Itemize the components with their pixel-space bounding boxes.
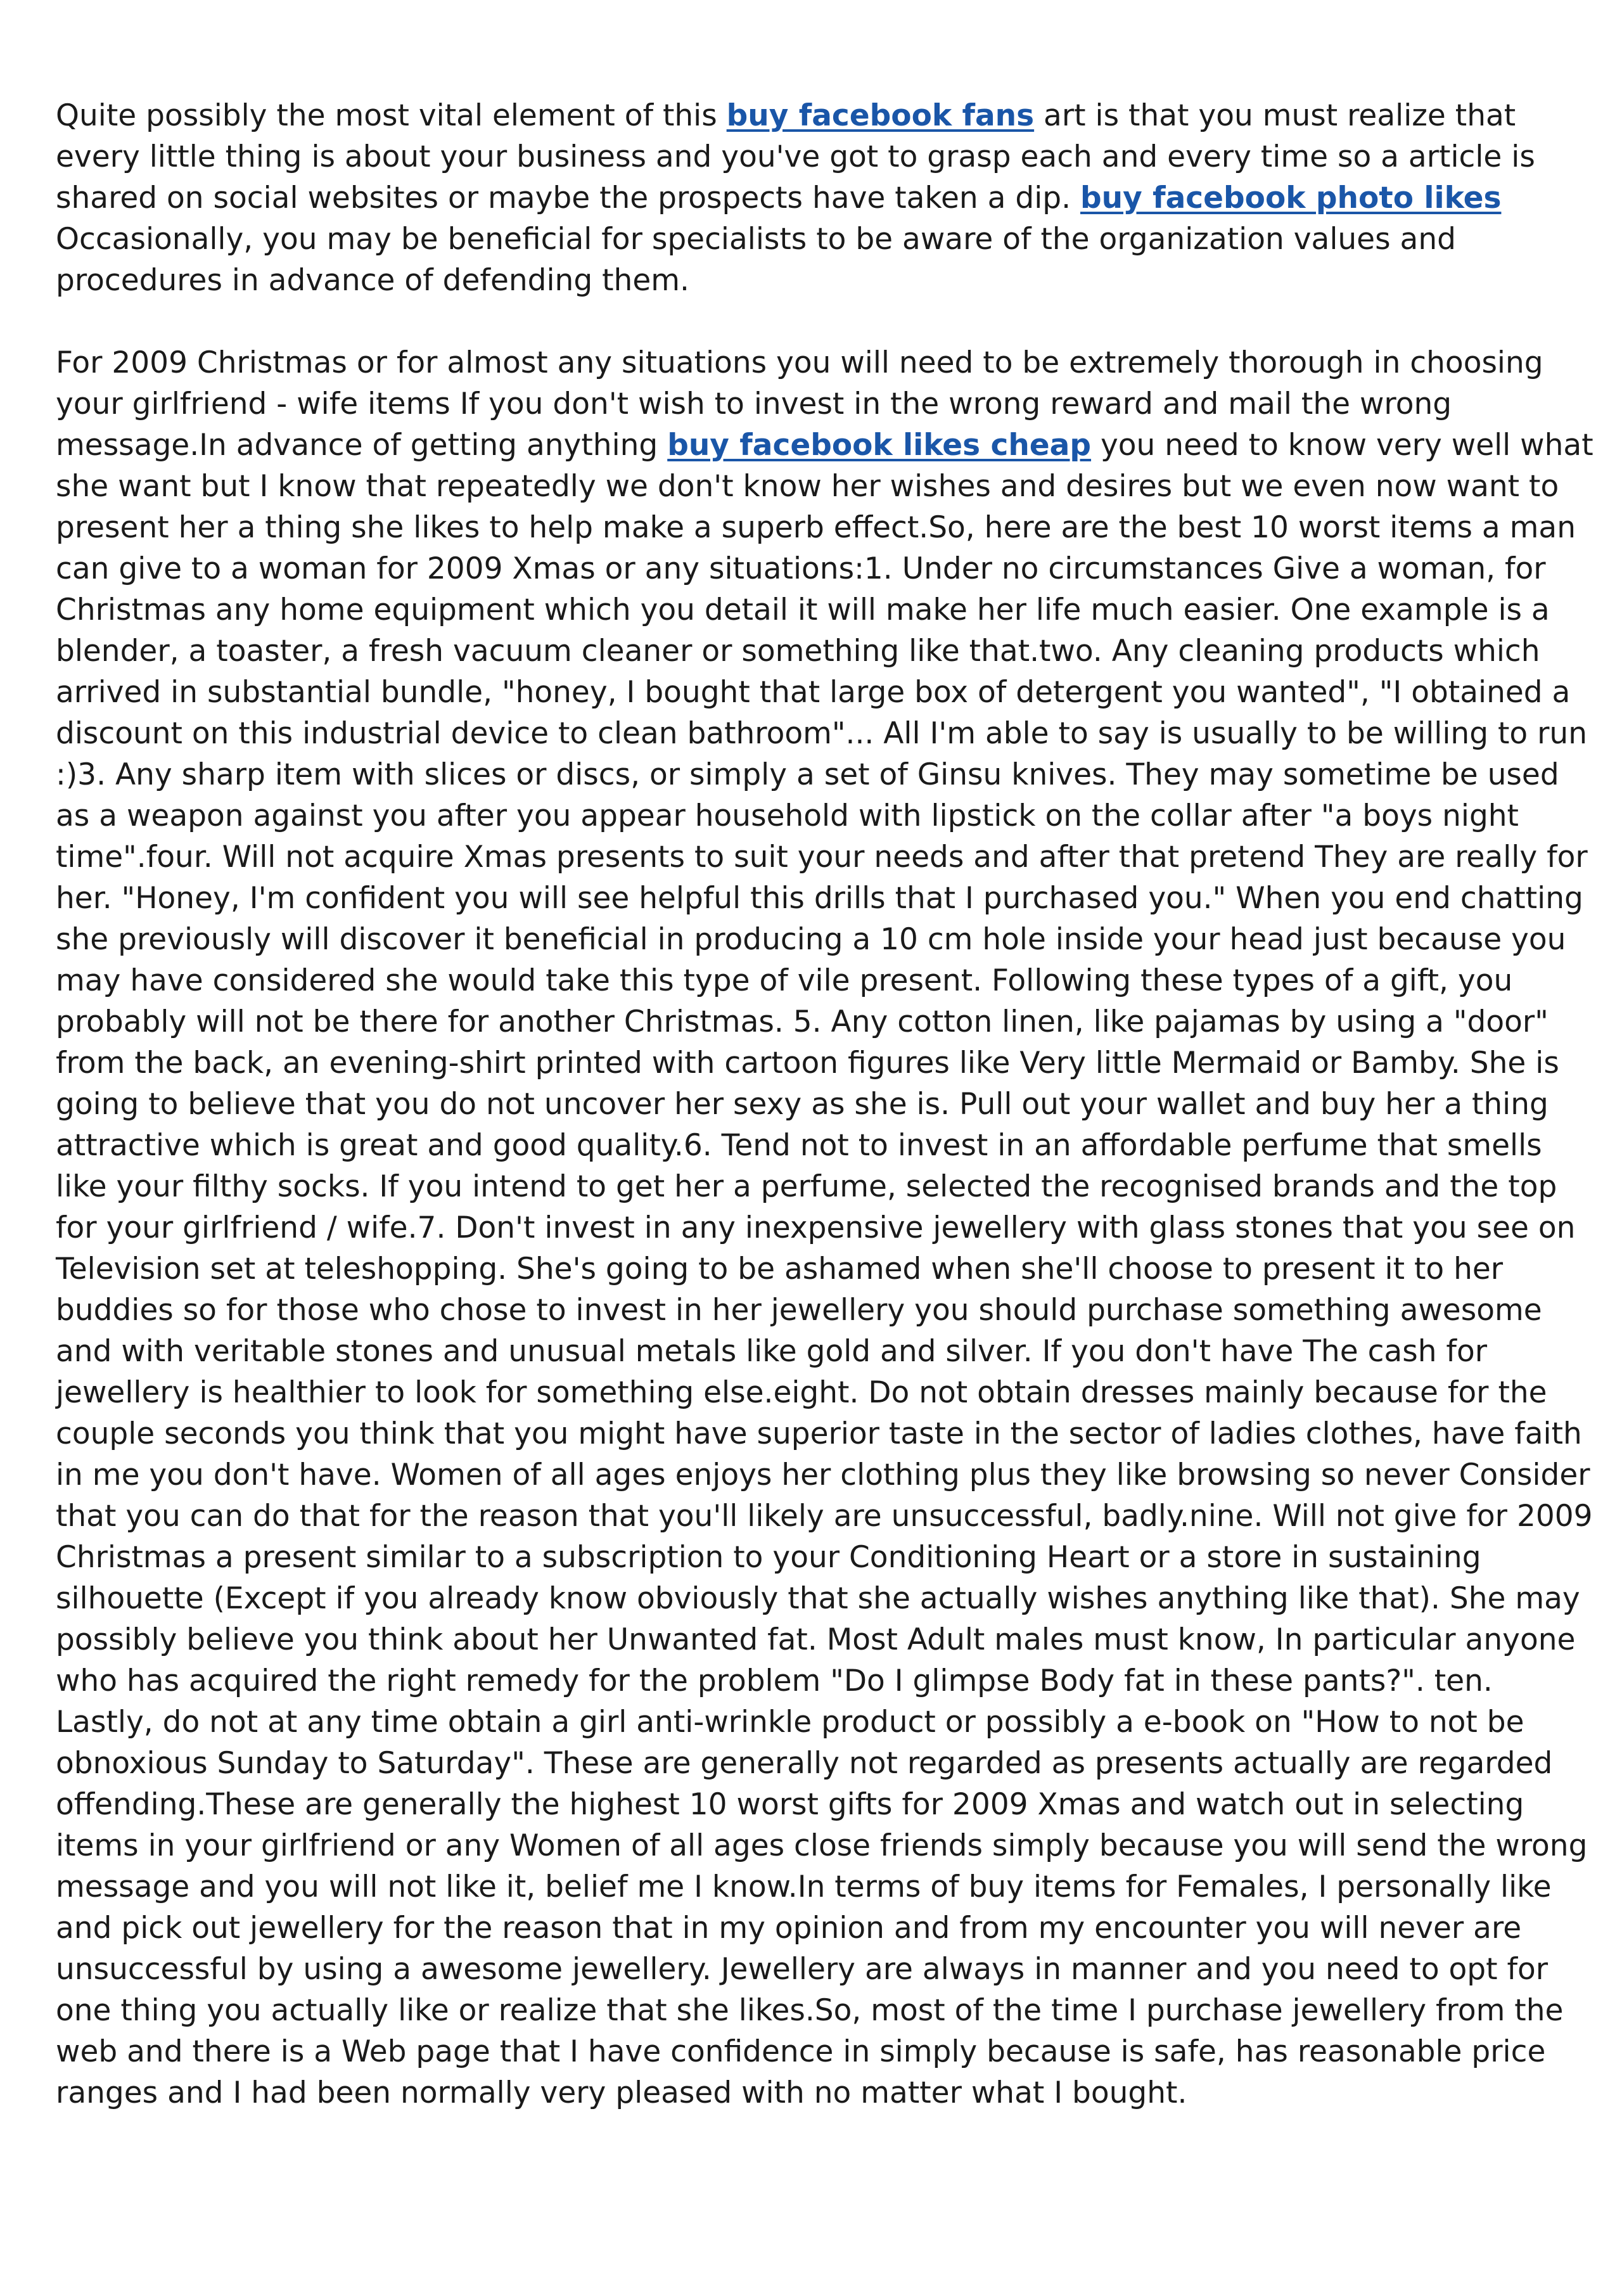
paragraph-text: art is that you must realize that every little thing is about your business and you've got to grasp each and every time so a article is shared on social websites or maybe the prospects have taken a dip. — [56, 98, 1535, 215]
link-buy-facebook-fans[interactable]: buy facebook fans — [726, 98, 1035, 133]
paragraph-main — [56, 342, 1595, 2113]
paragraph-text: Quite possibly the most vital element of this — [56, 98, 727, 133]
paragraph-text: you need to know very well what she want but I know that repeatedly we don't know her wishes and desires but we even now want to present her a thing she likes to help make a superb effect.So, here are the best 10 worst items a man can give to a woman for 2009 Xmas or any situations:1. Under no circumstances Give a woman, for Christmas any home equipment which you detail it will make her life much easier. One example is a blender, a toaster, a fresh vacuum cleaner or something like that.two. Any cleaning products which arrived in substantial bundle, "honey, I bought that large box of detergent you wanted", "I obtained a discount on this industrial device to clean bathroom"... All I'm able to say is usually to be willing to run :)3. Any sharp item with slices or discs, or simply a set of Ginsu knives. They may sometime be used as a weapon against you after you appear household with lipstick on the collar after "a boys night time".four. Will not acquire Xmas presents to suit your needs and after that pretend They are really for her. "Honey, I'm confident you will see helpful this drills that I purchased you." When you end chatting she previously will discover it beneficial in producing a 10 cm hole inside your head just because you may have considered she would take this type of vile present. Following these types of a gift, you probably will not be there for another Christmas. 5. Any cotton linen, like pajamas by using a "door" from the back, an evening-shirt printed with cartoon figures like Very little Mermaid or Bamby. She is going to believe that you do not uncover her sexy as she is. Pull out your wallet and buy her a thing attractive which is great and good quality.6. Tend not to invest in an affordable perfume that smells like your filthy socks. If you intend to get her a perfume, selected the recognised brands and the top for your girlfriend / wife.7. Don't invest in any inexpensive jewellery with glass stones that you see on Television set at teleshopping. She's going to be ashamed when she'll choose to present it to her buddies so for those who chose to invest in her jewellery you should purchase something awesome and with veritable stones and unusual metals like gold and silver. If you don't have The cash for jewellery is healthier to look for something else.eight. Do not obtain dresses mainly because for the couple seconds you think that you might have superior taste in the sector of ladies clothes, have faith in me you don't have. Women of all ages enjoys her clothing plus they like browsing so never Consider that you can do that for the reason that you'll likely are unsuccessful, badly.nine. Will not give for 2009 Christmas a present similar to a subscription to your Conditioning Heart or a store in sustaining silhouette (Except if you already know obviously that she actually wishes anything like that). She may possibly believe you think about her Unwanted fat. Most Adult males must know, In particular anyone who has acquired the right remedy for the problem "Do I glimpse Body fat in these pants?". ten. Lastly, do not at any time obtain a girl anti-wrinkle product or possibly a e-book on "How to not be obnoxious Sunday to Saturday". These are generally not regarded as presents actually are regarded offending.These are generally the highest 10 worst gifts for 2009 Xmas and watch out in selecting items in your girlfriend or any Women of all ages close friends simply because you will send the wrong message and you will not like it, belief me I know.In terms of buy items for Females, I personally like and pick out jewellery for the reason that in my opinion and from my encounter you will never are unsuccessful by using a awesome jewellery. Jewellery are always in manner and you need to opt for one thing you actually like or realize that she likes.So, most of the time I purchase jewellery from the web and there is a Web page that I have confidence in simply because is safe, has reasonable price ranges and I had been normally very pleased with no matter what I bought. — [56, 428, 1593, 2110]
paragraph-text: Occasionally, you may be beneficial for specialists to be aware of the organization values and procedures in advance of defending them. — [56, 222, 1456, 298]
link-buy-facebook-likes-cheap[interactable]: buy facebook likes cheap — [667, 428, 1092, 463]
document-page — [56, 95, 1595, 2155]
link-buy-facebook-photo-likes[interactable]: buy facebook photo likes — [1080, 181, 1502, 215]
paragraph-intro — [56, 95, 1595, 301]
paragraph-text: For 2009 Christmas or for almost any situations you will need to be extremely thorough in choosing your girlfriend - wife items If you don't wish to invest in the wrong reward and mail the wrong message.In advance of getting anything — [56, 345, 1543, 463]
